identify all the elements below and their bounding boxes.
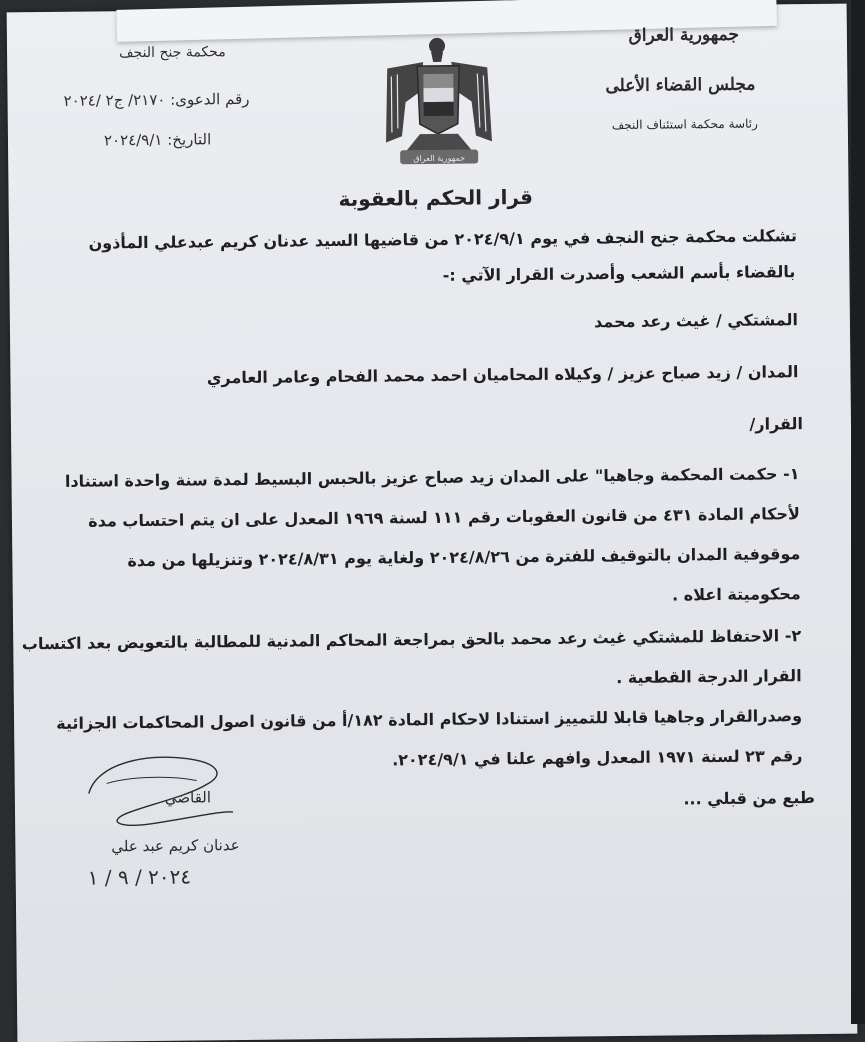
document-date: التاريخ: ٢٠٢٤/٩/١ — [103, 130, 212, 150]
item-1-line-3: موقوفية المدان بالتوقيف للفترة من ٢٠٢٤/٨/٢٦ ولغاية يوم ٢٠٢٤/٨/٣١ وتنزيلها من مدة — [127, 544, 801, 571]
signature-handwritten-date: ٢٠٢٤ / ٩ / ١ — [87, 864, 192, 890]
closing-line-1: وصدرالقرار وجاهيا قابلا للتمييز استنادا لاحكام المادة ١٨٢/أ من قانون اصول المحاكمات الجزائية — [56, 706, 803, 733]
item-1-line-2: لأحكام المادة ٤٣١ من قانون العقوبات رقم ١١١ لسنة ١٩٦٩ المعدل على ان يتم احتساب مدة — [88, 504, 801, 531]
plaintiff: المشتكي / غيث رعد محمد — [593, 310, 798, 332]
header-republic: جمهورية العراق — [628, 24, 740, 46]
typed-by: طبع من قبلي ... — [683, 788, 815, 809]
item-1-line-1: ١- حكمت المحكمة وجاهيا" على المدان زيد صباح عزيز بالحبس البسيط لمدة سنة واحدة استنادا — [64, 464, 800, 491]
court-name: محكمة جنح النجف — [118, 44, 226, 62]
item-2-line-2: القرار الدرجة القطعية . — [616, 666, 802, 688]
item-2-line-1: ٢- الاحتفاظ للمشتكي غيث رعد محمد بالحق بمراجعة المحاكم المدنية للمطالبة بالتعويض بعد اكتساب — [21, 626, 802, 654]
document-page — [7, 4, 858, 1042]
header-council: مجلس القضاء الأعلى — [605, 74, 756, 97]
signature-name: عدنان كريم عبد علي — [111, 836, 240, 856]
iraq-eagle-emblem-icon — [379, 31, 498, 172]
signature-title: القاضي — [164, 788, 212, 807]
case-number: رقم الدعوى: ٢١٧٠/ ج٢ /٢٠٢٤ — [63, 89, 250, 110]
decision-label: القرار/ — [749, 414, 804, 434]
judge-signature-scribble — [86, 752, 237, 834]
defendant: المدان / زيد صباح عزيز / وكيلاه المحاميان احمد محمد الفحام وعامر العامري — [206, 362, 799, 388]
emblem-text: جمهورية العراق — [413, 153, 466, 164]
closing-line-2: رقم ٢٣ لسنة ١٩٧١ المعدل وافهم علنا في ٢٠٢٤/٩/١. — [392, 746, 803, 770]
item-1-line-4: محكوميتة اعلاه . — [671, 584, 801, 605]
header-presidency: رئاسة محكمة استئناف النجف — [611, 116, 758, 133]
page-edge-shadow — [851, 0, 865, 1024]
document-title: قرار الحكم بالعقوبة — [338, 184, 534, 211]
intro-line-1: تشكلت محكمة جنح النجف في يوم ٢٠٢٤/٩/١ من قاضيها السيد عدنان كريم عبدعلي المأذون — [88, 226, 798, 253]
intro-line-2: بالقضاء بأسم الشعب وأصدرت القرار الآتي :- — [442, 262, 796, 285]
